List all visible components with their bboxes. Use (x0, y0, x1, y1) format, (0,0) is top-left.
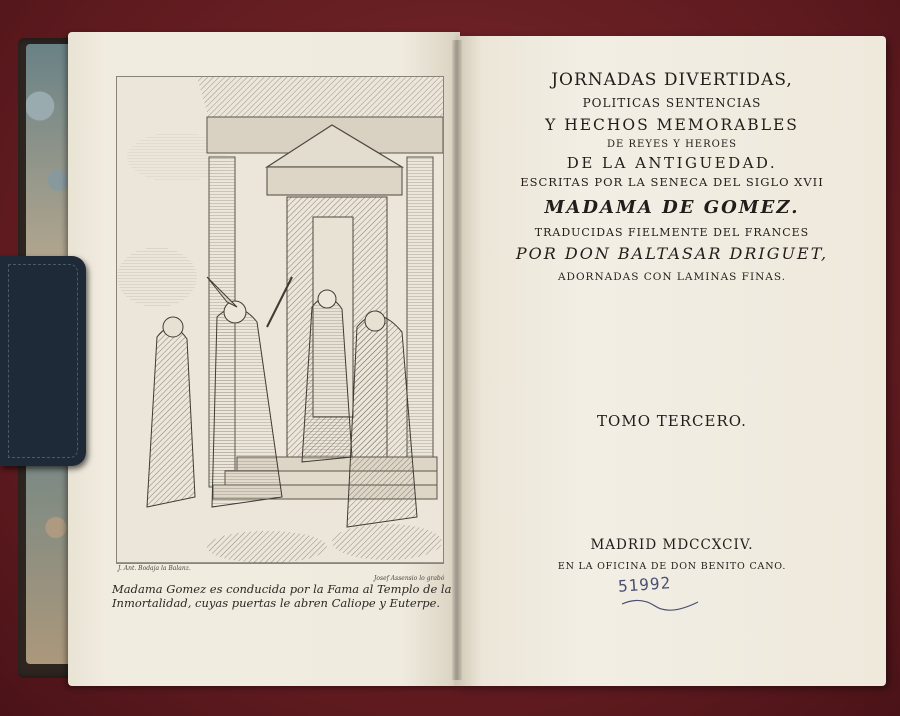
place-year: MADRID MDCCXCIV. (590, 537, 754, 553)
handwritten-mark: 51992 (617, 573, 672, 596)
caption-line: Inmortalidad, cuyas puertas le abren Caliope y Euterpe. (112, 596, 441, 610)
author-name: MADAMA DE GOMEZ. (544, 197, 800, 218)
volume-label: TOMO TERCERO. (597, 412, 747, 430)
engraving-credit-right: Josef Assensio lo grabó (374, 575, 445, 582)
title-line: DE REYES Y HEROES (607, 139, 737, 150)
handwritten-squiggle (620, 594, 700, 614)
title-line: Y HECHOS MEMORABLES (545, 116, 799, 134)
book-clip (0, 256, 86, 466)
title-line: DE LA ANTIGUEDAD. (566, 154, 778, 172)
engraving-illustration (117, 77, 443, 563)
caption-line: Madama Gomez es conducida por la Fama al Templo de la (112, 582, 452, 596)
book-gutter (452, 40, 462, 680)
title-line: JORNADAS DIVERTIDAS, (551, 70, 793, 90)
title-line: ESCRITAS POR LA SENECA DEL SIGLO XVII (520, 175, 824, 189)
title-line: ADORNADAS CON LAMINAS FINAS. (557, 271, 787, 283)
frontispiece-engraving (116, 76, 444, 564)
printer-line: EN LA OFICINA DE DON BENITO CANO. (557, 561, 787, 572)
translator-name: POR DON BALTASAR DRIGUET, (515, 244, 829, 263)
engraving-credit-left: J. Ant. Bodaja la Balanz. (118, 565, 191, 572)
engraving-caption (112, 582, 452, 610)
title-line: POLITICAS SENTENCIAS (582, 96, 762, 110)
title-line: TRADUCIDAS FIELMENTE DEL FRANCES (534, 226, 810, 239)
title-block (462, 70, 882, 283)
